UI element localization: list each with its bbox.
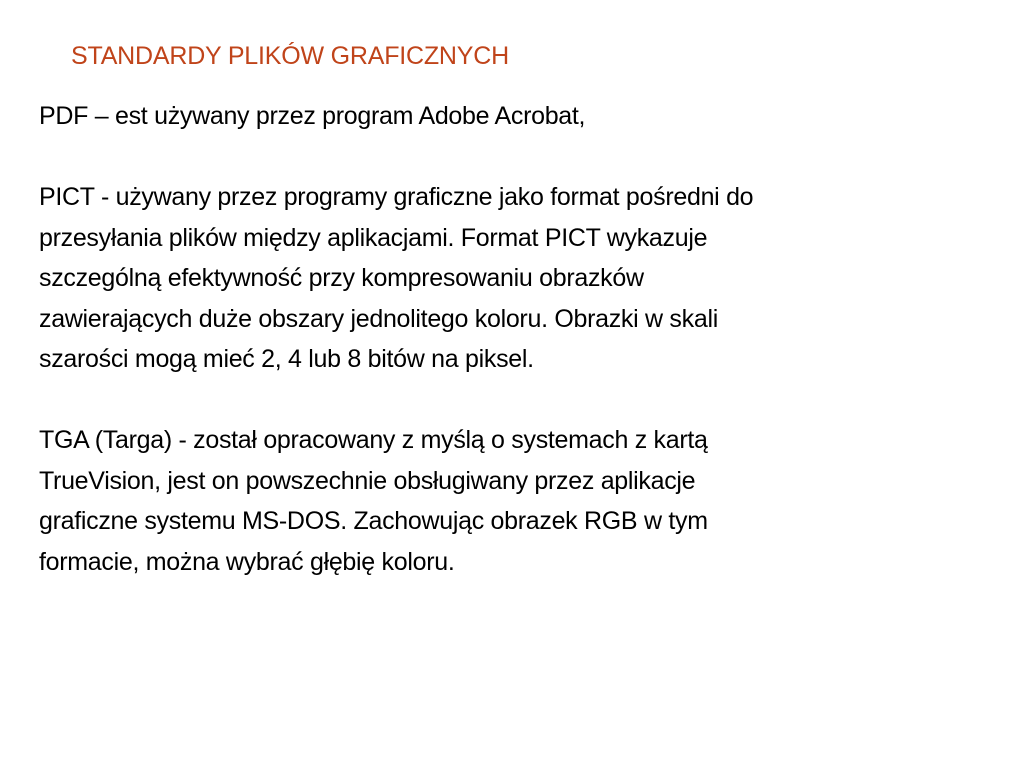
text-line: formacie, można wybrać głębię koloru. xyxy=(39,547,455,576)
text-line: szarości mogą mieć 2, 4 lub 8 bitów na piksel. xyxy=(39,345,534,373)
text-line: graficzne systemu MS-DOS. Zachowując obrazek RGB w tym xyxy=(39,507,708,535)
text-line: PICT - używany przez programy graficzne jako format pośredni do xyxy=(39,183,754,211)
text-line: PDF – est używany przez program Adobe Acrobat, xyxy=(39,102,586,130)
paragraph-spacer xyxy=(39,380,999,421)
slide-body xyxy=(39,96,999,582)
slide-title: STANDARDY PLIKÓW GRAFICZNYCH xyxy=(71,42,509,70)
text-line: przesyłania plików między aplikacjami. Format PICT wykazuje xyxy=(39,223,708,252)
text-line: zawierających duże obszary jednolitego koloru. Obrazki w skali xyxy=(39,304,718,333)
text-line: TrueVision, jest on powszechnie obsługiwany przez aplikacje xyxy=(39,466,696,495)
text-line: TGA (Targa) - został opracowany z myślą o systemach z kartą xyxy=(39,426,708,454)
text-line: szczególną efektywność przy kompresowaniu obrazków xyxy=(39,264,644,292)
paragraph-spacer xyxy=(39,137,999,178)
paragraph-tga xyxy=(39,420,999,582)
paragraph-pdf xyxy=(39,96,999,137)
paragraph-pict xyxy=(39,177,999,380)
